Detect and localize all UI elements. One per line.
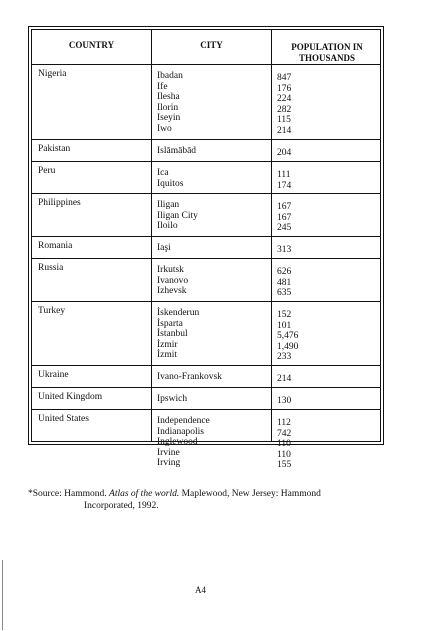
city-name: Ivano-Frankovsk	[157, 372, 222, 382]
population-value: 214	[277, 125, 292, 136]
population-value: 167	[277, 212, 292, 223]
source-line2: Incorporated, 1992.	[84, 501, 159, 511]
row-divider	[32, 301, 380, 302]
country-cell: Turkey	[38, 306, 66, 316]
city-name: Iligan	[157, 200, 180, 210]
city-name: İzmir	[157, 339, 178, 350]
header-population-line2: THOUSANDS	[298, 53, 355, 63]
population-value: 313	[277, 245, 292, 255]
country-cell: Romania	[38, 241, 73, 251]
row-divider	[32, 258, 380, 259]
population-value: 155	[277, 460, 292, 471]
population-value: 167	[277, 202, 292, 212]
population-value: 214	[277, 374, 292, 384]
header-country: COUNTRY	[68, 40, 115, 50]
population-value: 847	[277, 73, 292, 83]
city-cell	[157, 372, 222, 383]
city-cell	[157, 243, 171, 254]
city-name: Ibadan	[157, 71, 183, 81]
population-value: 130	[277, 396, 292, 406]
row-divider	[32, 387, 380, 388]
population-value: 742	[277, 428, 292, 439]
population-cell	[277, 202, 291, 234]
country-cell: Russia	[38, 263, 64, 273]
city-name: Irkutsk	[157, 265, 184, 275]
city-name: Ilesha	[157, 92, 180, 103]
country-cell: United States	[38, 414, 89, 424]
population-value: 101	[277, 320, 292, 331]
population-value: 5,476	[277, 331, 299, 342]
city-cell	[157, 168, 183, 189]
scan-edge-line	[2, 560, 3, 630]
population-cell	[277, 374, 291, 385]
country-cell: Nigeria	[38, 69, 67, 79]
population-cell	[277, 73, 291, 137]
header-population-line1: POPULATION IN	[291, 42, 363, 52]
country-cell: Ukraine	[38, 370, 69, 380]
city-name: Iseyin	[157, 113, 181, 124]
population-cell	[277, 418, 291, 471]
population-value: 110	[277, 439, 291, 450]
population-value: 176	[277, 83, 292, 94]
population-value: 626	[277, 267, 292, 277]
population-value: 481	[277, 277, 292, 288]
row-divider	[32, 409, 380, 410]
row-divider	[32, 365, 380, 366]
country-cell: Philippines	[38, 198, 81, 208]
city-name: Islāmābād	[157, 146, 197, 156]
source-prefix: *Source: Hammond.	[28, 489, 110, 499]
source-rest: Maplewood, New Jersey: Hammond	[179, 489, 321, 499]
population-value: 174	[277, 180, 292, 191]
header-population	[272, 42, 382, 64]
city-cell	[157, 416, 210, 469]
city-cell	[157, 146, 196, 157]
city-name: Ilorin	[157, 102, 179, 113]
city-name: Ife	[157, 81, 168, 92]
population-value: 224	[277, 94, 292, 105]
row-divider	[32, 139, 380, 140]
city-cell	[157, 394, 187, 405]
city-name: Independence	[157, 416, 210, 426]
population-cell	[277, 310, 298, 363]
population-table	[28, 26, 384, 471]
header-divider	[32, 64, 380, 65]
header-city: CITY	[200, 40, 223, 50]
city-name: Irvine	[157, 447, 180, 458]
population-value: 111	[277, 170, 291, 180]
city-name: İzmit	[157, 350, 178, 361]
row-divider	[32, 193, 380, 194]
city-name: İsparta	[157, 318, 183, 329]
country-cell: Peru	[38, 166, 56, 176]
city-name: Inglewood	[157, 437, 198, 448]
city-name: İstanbul	[157, 329, 188, 340]
page-number: A4	[195, 585, 206, 595]
city-name: Iloilo	[157, 221, 178, 232]
population-value: 233	[277, 352, 292, 363]
city-cell	[157, 71, 183, 135]
city-name: Iaşi	[157, 243, 171, 253]
population-cell	[277, 267, 291, 299]
city-cell	[157, 200, 198, 232]
city-name: Izhevsk	[157, 286, 187, 297]
population-value: 115	[277, 115, 291, 126]
city-name: Indianapolis	[157, 426, 204, 437]
city-name: Iwo	[157, 123, 172, 134]
country-cell: United Kingdom	[38, 392, 103, 402]
source-title: Atlas of the world.	[109, 489, 180, 499]
population-cell	[277, 148, 291, 159]
city-name: İskenderun	[157, 308, 200, 318]
city-cell	[157, 308, 199, 361]
population-value: 204	[277, 148, 292, 158]
population-value: 245	[277, 223, 292, 234]
city-name: Iligan City	[157, 210, 198, 221]
city-name: Ica	[157, 168, 169, 178]
population-value: 110	[277, 449, 291, 460]
population-table-inner	[31, 29, 381, 471]
population-value: 152	[277, 310, 292, 320]
population-cell	[277, 396, 291, 407]
city-name: Irving	[157, 458, 181, 469]
city-name: Ivanovo	[157, 275, 189, 286]
city-cell	[157, 265, 188, 297]
population-cell	[277, 170, 291, 191]
country-cell: Pakistan	[38, 144, 71, 154]
population-cell	[277, 245, 291, 256]
row-divider	[32, 236, 380, 237]
population-value: 282	[277, 104, 292, 115]
population-value: 635	[277, 288, 292, 299]
row-divider	[32, 161, 380, 162]
population-value: 112	[277, 418, 291, 428]
city-name: Ipswich	[157, 394, 188, 404]
source-citation	[28, 488, 388, 512]
population-value: 1,490	[277, 341, 299, 352]
city-name: Iquitos	[157, 178, 184, 189]
